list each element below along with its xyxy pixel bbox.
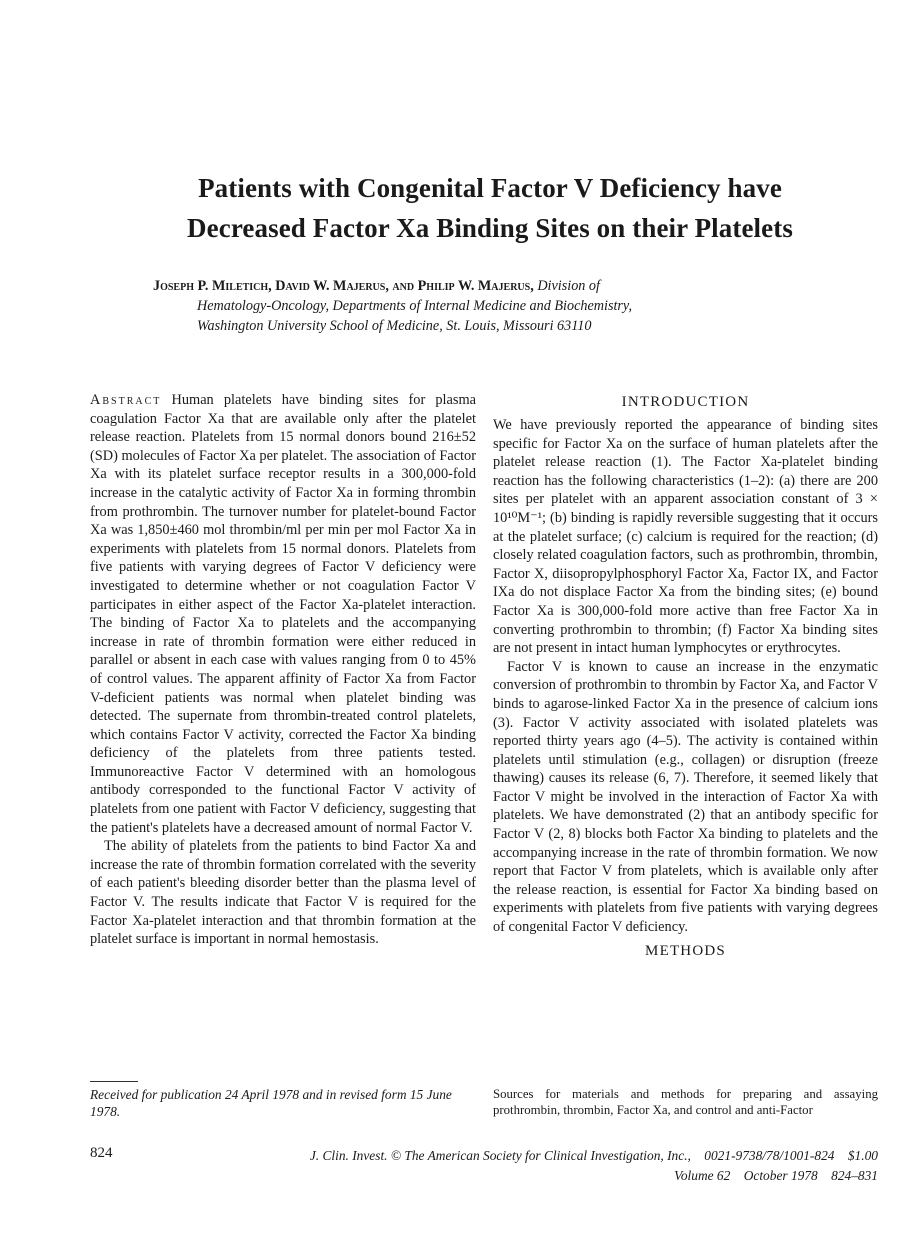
journal-citation-row	[220, 1146, 878, 1166]
journal-footer	[220, 1146, 878, 1186]
methods-heading: METHODS	[645, 942, 726, 959]
journal-volume: Volume 62	[674, 1168, 731, 1183]
introduction-paragraph-2: Factor V is known to cause an increase in the enzymatic conversion of prothrombin to thrombin by Factor Xa, and Factor V binds to agarose-linked Factor Xa in the presence of calcium ions (3). Factor V activity associated with isolated platelets was reported thirty years ago (4–5). The activity is contained within platelets until stimulation (e.g., collagen) or disruption (freeze thawing) causes its release (6, 7). Therefore, it seemed likely that Factor V might be involved in the interaction of Factor Xa with platelets. We have demonstrated (2) that an antibody specific for Factor V (2, 8) blocks both Factor Xa binding to platelets and the accompanying increase in the rate of thrombin formation. We now report that Factor V from platelets, which is available only after the release reaction, is essential for Factor Xa binding based on experiments with platelets from five patients with varying degrees of congenital Factor V deficiency.	[493, 658, 878, 936]
left-column	[90, 391, 476, 949]
author-names: Joseph P. Miletich, David W. Majerus, and Philip W. Majerus,	[153, 278, 534, 294]
affiliation-line-1: Division of	[537, 278, 600, 294]
footnote-divider	[90, 1081, 138, 1082]
journal-pages: 824–831	[831, 1168, 878, 1183]
affiliation-line-3: Washington University School of Medicine, St. Louis, Missouri 63110	[197, 318, 592, 334]
journal-price: $1.00	[847, 1148, 878, 1163]
abstract-text-1: Human platelets have binding sites for plasma coagulation Factor Xa that are available only after the platelet release reaction. Platelets from 15 normal donors bound 216±52 (SD) molecules of Factor Xa per platelet. The association of Factor Xa with its platelet surface receptor results in a 300,000-fold increase in the catalytic activity of Factor Xa in forming thrombin from prothrombin. The turnover number for platelet-bound Factor Xa was 1,850±460 mol thrombin/ml per min per mol Factor Xa in experiments with platelets from 15 normal donors. Platelets from five patients with varying degrees of Factor V deficiency were investigated to determine whether or not coagulation Factor V participates in either aspect of the Factor Xa-platelet interaction. The binding of Factor Xa to platelets and the accompanying increase in rate of thrombin formation were either reduced in parallel or absent in each case with values ranging from 0 to 45% of control values. The apparent affinity of Factor Xa from Factor V-deficient patients was normal when platelet binding was detected. The supernate from thrombin-treated control platelets, which contains Factor V activity, corrected the Factor Xa binding deficiency of the platelets from three patients tested. Immunoreactive Factor V determined with an homologous antibody corresponded to the functional Factor V activity of platelets from one patient with Factor V deficiency, suggesting that the patient's platelets have a decreased amount of normal Factor V.	[90, 392, 476, 836]
journal-citation: J. Clin. Invest. © The American Society for Clinical Investigation, Inc.,	[309, 1148, 691, 1163]
methods-paragraph: Sources for materials and methods for preparing and assaying prothrombin, thrombin, Factor Xa, and control and anti-Factor	[493, 1087, 878, 1117]
title-line-1: Patients with Congenital Factor V Deficiency have	[198, 173, 782, 203]
introduction-heading: INTRODUCTION	[621, 394, 750, 410]
author-block	[153, 276, 753, 336]
right-column	[493, 392, 878, 961]
introduction-paragraph-1: We have previously reported the appearance of binding sites specific for Factor Xa on the surface of human platelets after the platelet release reaction (1). The Factor Xa-platelet binding reaction has the following characteristics (1–2): (a) there are 200 sites per platelet with an apparent association constant of 3 × 10¹⁰M⁻¹; (b) binding is rapidly reversible suggesting that it occurs at the platelet surface; (c) calcium is required for the reaction; (d) closely related coagulation factors, such as prothrombin, thrombin, Factor X, diisopropylphosphoryl Factor Xa, Factor IX, and Factor IXa do not displace Factor Xa from the binding sites; (e) bound Factor Xa is 300,000-fold more active than free Factor Xa in converting prothrombin to thrombin; (f) Factor Xa binding sites are not present in intact human lymphocytes or erythrocytes.	[493, 417, 878, 657]
journal-date: October 1978	[743, 1168, 818, 1183]
affiliation-line-2: Hematology-Oncology, Departments of Internal Medicine and Biochemistry,	[197, 298, 632, 314]
abstract-label: Abstract	[90, 392, 162, 408]
journal-volume-row	[220, 1166, 878, 1186]
title-line-2: Decreased Factor Xa Binding Sites on their Platelets	[187, 213, 793, 243]
received-footnote: Received for publication 24 April 1978 and in revised form 15 June 1978.	[90, 1087, 452, 1119]
journal-code: 0021-9738/78/1001-824	[704, 1148, 835, 1163]
article-title	[120, 168, 860, 248]
abstract-paragraph-1	[90, 391, 476, 837]
abstract-paragraph-2: The ability of platelets from the patients to bind Factor Xa and increase the rate of thrombin formation correlated with the severity of each patient's bleeding disorder better than the plasma level of Factor V. The results indicate that Factor V is required for the Factor Xa-platelet interaction and that thrombin formation at the platelet surface is important in normal hemostasis.	[90, 838, 476, 948]
page-number: 824	[90, 1145, 113, 1161]
